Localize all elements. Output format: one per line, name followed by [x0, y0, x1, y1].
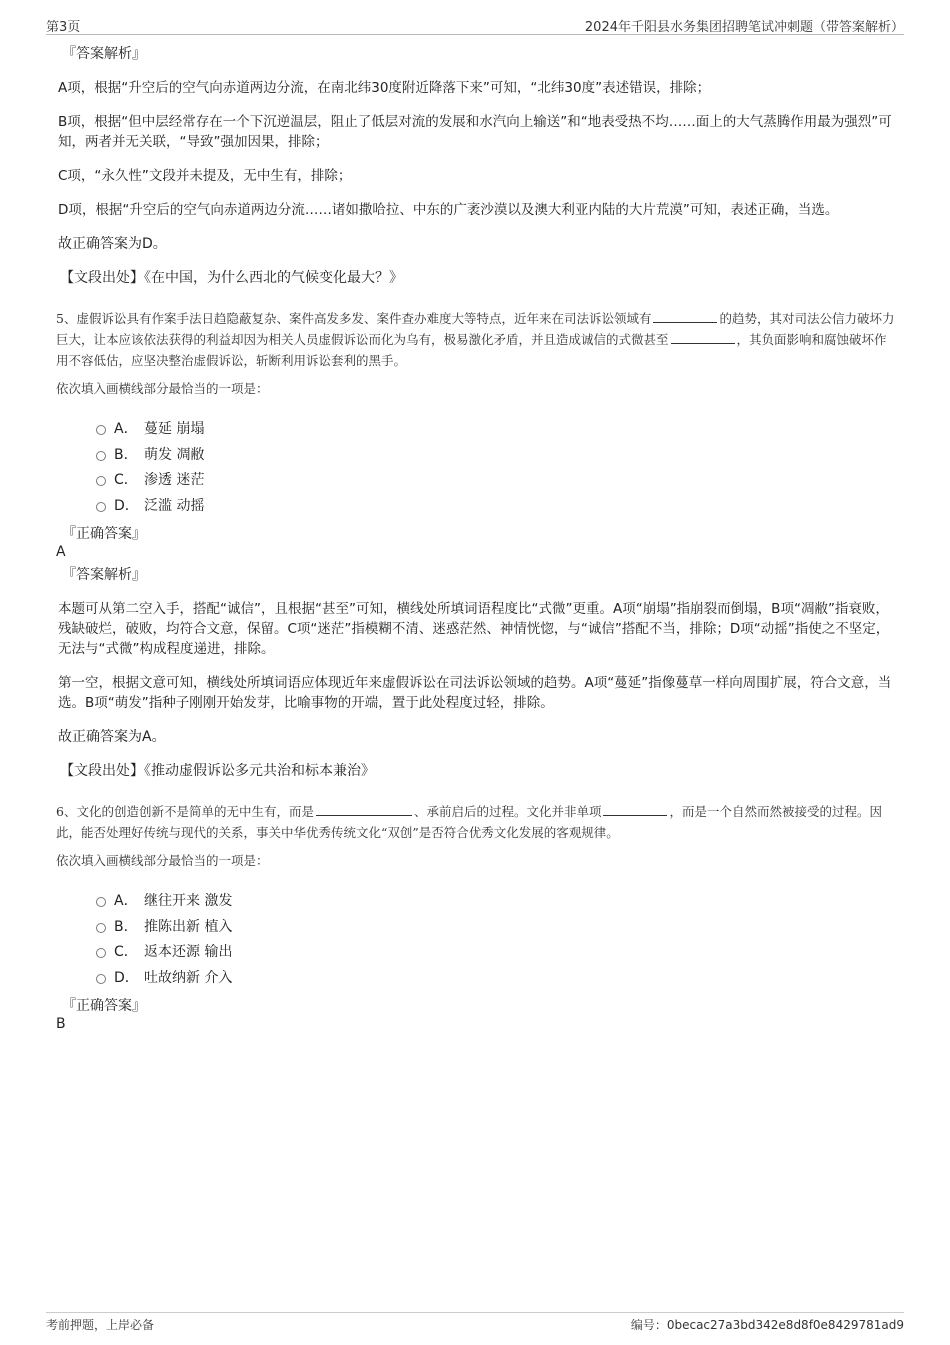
radio-icon[interactable] [96, 948, 106, 958]
analysis-paragraph: C项，“永久性”文段并未提及，无中生有，排除； [58, 168, 352, 184]
analysis-paragraph: A项，根据“升空后的空气向赤道两边分流，在南北纬30度附近降落下来”可知，“北纬30度”表述错误，排除； [58, 80, 711, 96]
option-d[interactable]: D． 泛滥 动摇 [96, 494, 896, 520]
question-5: 5、虚假诉讼具有作案手法日趋隐蔽复杂、案件高发多发、案件查办难度大等特点，近年来在司法诉讼领域有 的趋势，其对司法公信力破坏力巨大，让本应该依法获得的利益却因为相关人员虚假诉讼而化为乌有，极易激化矛盾，并且造成诚信的式微甚至 ，其负面影响和腐蚀破坏作用不容低估，应坚决整治虚假诉讼，斩断利用诉讼套利的黑手。 [56, 311, 895, 368]
option-c[interactable]: C． 返本还源 输出 [96, 940, 896, 966]
radio-icon[interactable] [96, 897, 106, 907]
analysis-paragraph: 第一空，根据文意可知，横线处所填词语应体现近年来虚假诉讼在司法诉讼领域的趋势。A项“蔓延”指像蔓草一样向周围扩展，符合文意，当选。B项“萌发”指种子刚刚开始发芽，比喻事物的开端，置于此处程度过轻，排除。 [58, 675, 892, 711]
fill-blank [603, 803, 667, 816]
option-b[interactable]: B． 萌发 凋敝 [96, 443, 896, 469]
fill-blank [653, 310, 717, 323]
correct-answer-label: 『正确答案』 [62, 526, 146, 542]
page-content [56, 44, 896, 1037]
analysis-paragraph: B项，根据“但中层经常存在一个下沉逆温层，阻止了低层对流的发展和水汽向上输送”和“地表受热不均……面上的大气蒸腾作用最为强烈”可知，两者并无关联，“导致”强加因果，排除； [58, 114, 892, 150]
page-number: 第3页 [46, 20, 81, 35]
fill-blank [671, 331, 735, 344]
passage-source: 【文段出处】《推动虚假诉讼多元共治和标本兼治》 [60, 763, 375, 779]
conclusion: 故正确答案为A。 [58, 729, 166, 745]
analysis-paragraph: D项，根据“升空后的空气向赤道两边分流……诸如撒哈拉、中东的广袤沙漠以及澳大利亚内陆的大片荒漠”可知，表述正确，当选。 [58, 202, 839, 218]
radio-icon[interactable] [96, 923, 106, 933]
question-6: 6、文化的创造创新不是简单的无中生有，而是 、承前启后的过程。文化并非单项 ，而是一个自然而然被接受的过程。因此，能否处理好传统与现代的关系，事关中华优秀传统文化“双创”是否符合优秀文化发展的客观规律。 [56, 804, 882, 840]
option-a[interactable]: A． 蔓延 崩塌 [96, 417, 896, 443]
document-id: 编号：0becac27a3bd342e8d8f0e8429781ad9 [630, 1318, 904, 1332]
document-title: 2024年千阳县水务集团招聘笔试冲刺题（带答案解析） [584, 20, 904, 35]
analysis-label: 『答案解析』 [62, 567, 146, 583]
conclusion: 故正确答案为D。 [58, 236, 167, 252]
analysis-label: 『答案解析』 [62, 46, 146, 62]
option-a[interactable]: A． 继往开来 激发 [96, 889, 896, 915]
fill-blank [316, 803, 412, 816]
option-list [96, 889, 896, 991]
page-header [46, 14, 904, 35]
radio-icon[interactable] [96, 502, 106, 512]
question-prompt: 依次填入画横线部分最恰当的一项是： [56, 381, 269, 396]
radio-icon[interactable] [96, 425, 106, 435]
analysis-paragraph: 本题可从第二空入手，搭配“诚信”，且根据“甚至”可知，横线处所填词语程度比“式微”更重。A项“崩塌”指崩裂而倒塌，B项“凋敝”指衰败，残缺破烂，破败，均符合文意，保留。C项“迷茫”指模糊不清、迷惑茫然、神情恍惚，与“诚信”搭配不当，排除；D项“动摇”指使之不坚定，无法与“式微”构成程度递进，排除。 [58, 601, 890, 657]
option-list [96, 417, 896, 519]
option-b[interactable]: B． 推陈出新 植入 [96, 915, 896, 941]
page-footer [46, 1312, 904, 1332]
correct-answer: B [56, 1016, 66, 1032]
passage-source: 【文段出处】《在中国，为什么西北的气候变化最大？》 [60, 270, 403, 286]
correct-answer: A [56, 544, 66, 560]
option-c[interactable]: C． 渗透 迷茫 [96, 468, 896, 494]
radio-icon[interactable] [96, 974, 106, 984]
correct-answer-label: 『正确答案』 [62, 998, 146, 1014]
radio-icon[interactable] [96, 476, 106, 486]
radio-icon[interactable] [96, 451, 106, 461]
question-prompt: 依次填入画横线部分最恰当的一项是： [56, 853, 269, 868]
option-d[interactable]: D． 吐故纳新 介入 [96, 966, 896, 992]
footer-slogan: 考前押题，上岸必备 [46, 1318, 155, 1332]
